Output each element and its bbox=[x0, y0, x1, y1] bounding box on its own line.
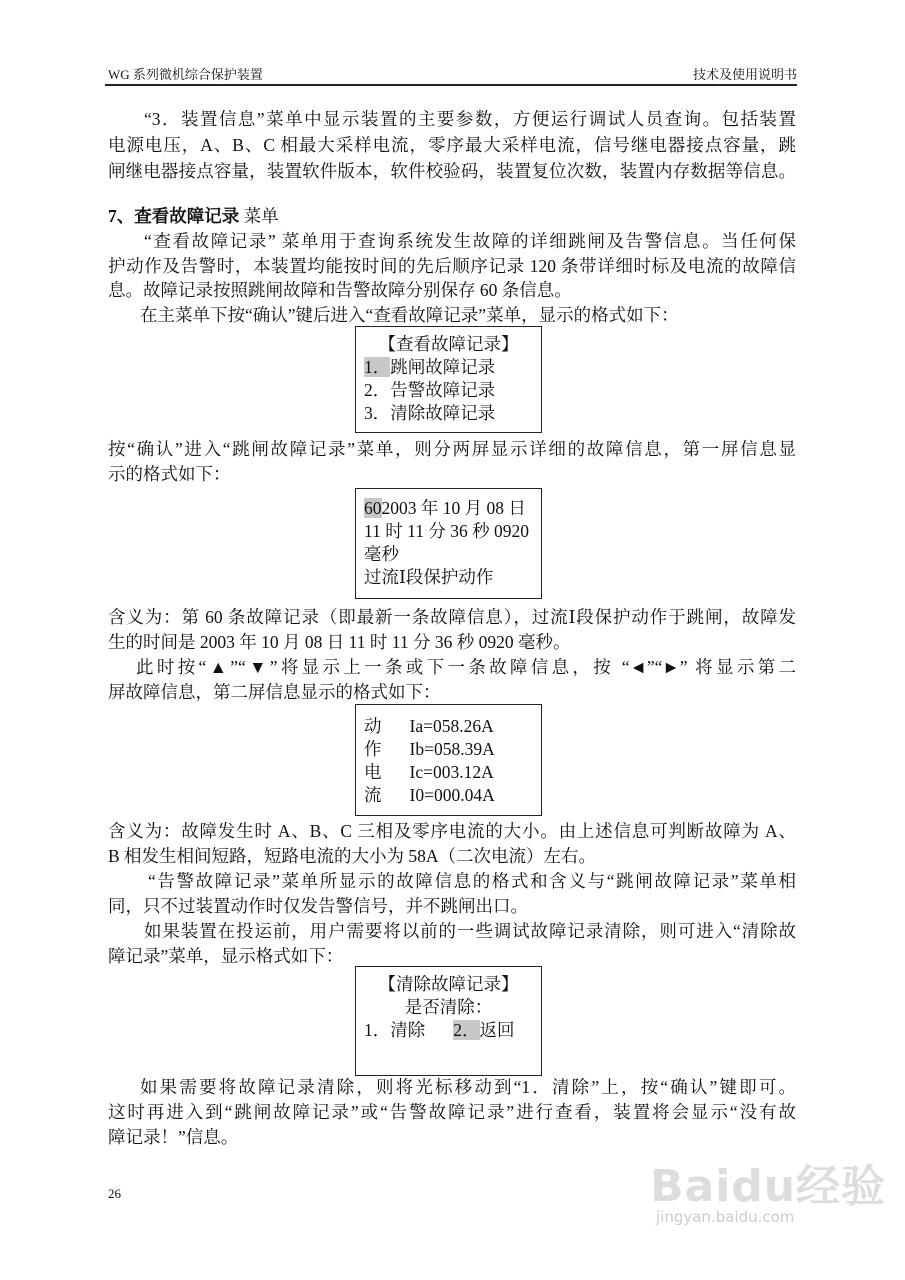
menu-item-clear bbox=[364, 402, 533, 425]
header-right: 技术及使用说明书 bbox=[692, 67, 797, 82]
text-line: 含义为：故障发生时 A、B、C 三相及零序电流的大小。由上述信息可判断故障为 A、 bbox=[108, 821, 796, 841]
record-time: 11 时 11 分 36 秒 0920 bbox=[364, 521, 529, 541]
text-line: 这时再进入到“跳闸故障记录”或“告警故障记录”进行查看，装置将会显示“没有故 bbox=[108, 1102, 796, 1122]
screen-box-fault-record-1 bbox=[355, 488, 542, 599]
current-row bbox=[364, 738, 533, 761]
menu-item-alarm bbox=[364, 379, 533, 402]
option-return: 返回 bbox=[479, 1020, 515, 1040]
text-line: 障记录”菜单，显示格式如下： bbox=[108, 946, 344, 966]
watermark-logo: Baidu经验 bbox=[650, 1161, 887, 1212]
cursor-highlight: 1． bbox=[364, 357, 391, 377]
options-row bbox=[364, 1019, 533, 1042]
text-line: 在主菜单下按“确认”键后进入“查看故障记录”菜单，显示的格式如下： bbox=[140, 305, 679, 325]
text-line: 护动作及告警时，本装置均能按时间的先后顺序记录 120 条带详细时标及电流的故障信 bbox=[108, 256, 796, 276]
menu-box-view-fault-records bbox=[355, 326, 542, 433]
record-action: 过流Ⅰ段保护动作 bbox=[364, 567, 494, 587]
menu-box-clear-fault-records bbox=[355, 966, 542, 1076]
section-heading-rest: 菜单 bbox=[239, 206, 279, 226]
text-line: 如果需要将故障记录清除，则将光标移动到“1．清除”上，按“确认”键即可。 bbox=[140, 1077, 796, 1097]
record-number: 60 bbox=[364, 498, 382, 518]
option-clear: 1．清除 bbox=[364, 1020, 426, 1040]
record-ms-unit: 毫秒 bbox=[364, 544, 399, 564]
box-title: 【查看故障记录】 bbox=[378, 334, 519, 354]
box-prompt: 是否清除： bbox=[404, 997, 493, 1017]
section-heading-bold: 7、查看故障记录 bbox=[108, 206, 240, 226]
row-label: 流 bbox=[364, 785, 382, 805]
row-label: 动 bbox=[364, 716, 382, 736]
text-line: B 相发生相间短路，短路电流的大小为 58A（二次电流）左右。 bbox=[108, 846, 597, 866]
text-line: 按“确认”进入“跳闸故障记录”菜单，则分两屏显示详细的故障信息，第一屏信息显 bbox=[108, 439, 796, 459]
menu-item-label: 清除故障记录 bbox=[390, 403, 496, 423]
menu-item-label: 告警故障记录 bbox=[390, 380, 496, 400]
text-line: 闸继电器接点容量，装置软件版本，软件校验码，装置复位次数，装置内存数据等信息。 bbox=[108, 161, 796, 181]
current-row bbox=[364, 761, 533, 784]
section-heading bbox=[108, 205, 796, 227]
screen-box-fault-currents bbox=[355, 704, 542, 816]
text-line: “查看故障记录” 菜单用于查询系统发生故障的详细跳闸及告警信息。当任何保 bbox=[144, 231, 796, 251]
row-value: Ia=058.26A bbox=[409, 716, 494, 736]
header-rule bbox=[105, 84, 797, 86]
page-number: 26 bbox=[108, 1186, 121, 1201]
row-value: Ic=003.12A bbox=[409, 762, 494, 782]
text-line: 障记录！”信息。 bbox=[108, 1127, 239, 1147]
row-value: Ib=058.39A bbox=[409, 739, 495, 759]
row-value: I0=000.04A bbox=[409, 785, 495, 805]
current-row bbox=[364, 784, 533, 807]
header-left: WG 系列微机综合保护装置 bbox=[108, 67, 263, 82]
menu-item-num: 3． bbox=[364, 403, 391, 423]
menu-item-label: 跳闸故障记录 bbox=[390, 357, 496, 377]
menu-item-num: 2． bbox=[364, 380, 391, 400]
menu-item-trip bbox=[364, 356, 533, 379]
box-title: 【清除故障记录】 bbox=[378, 974, 519, 994]
text-line: “3．装置信息”菜单中显示装置的主要参数，方便运行调试人员查询。包括装置 bbox=[144, 109, 796, 129]
row-label: 作 bbox=[364, 739, 382, 759]
watermark-url: jingyan.baidu.com bbox=[656, 1208, 795, 1226]
text-line: 如果装置在投运前，用户需要将以前的一些调试故障记录清除，则可进入“清除故 bbox=[144, 921, 796, 941]
record-date: 2003 年 10 月 08 日 bbox=[381, 498, 526, 518]
current-row bbox=[364, 715, 533, 738]
text-line: “告警故障记录”菜单所显示的故障信息的格式和含义与“跳闸故障记录”菜单相 bbox=[148, 871, 796, 891]
text-line: 电源电压，A、B、C 相最大采样电流，零序最大采样电流，信号继电器接点容量，跳 bbox=[108, 135, 796, 155]
text-line: 屏故障信息，第二屏信息显示的格式如下： bbox=[108, 682, 441, 702]
text-line: 含义为：第 60 条故障记录（即最新一条故障信息），过流Ⅰ段保护动作于跳闸，故障发 bbox=[108, 607, 796, 627]
baidu-watermark bbox=[650, 1150, 886, 1226]
text-line: 生的时间是 2003 年 10 月 08 日 11 时 11 分 36 秒 0920 毫秒。 bbox=[108, 632, 571, 652]
row-label: 电 bbox=[364, 762, 382, 782]
text-line: 息。故障记录按照跳闸故障和告警故障分别保存 60 条信息。 bbox=[108, 280, 572, 300]
record-line-1 bbox=[364, 497, 533, 520]
text-line: 示的格式如下： bbox=[108, 464, 231, 484]
text-line: 同，只不过装置动作时仅发告警信号，并不跳闸出口。 bbox=[108, 896, 528, 916]
cursor-highlight: 2． bbox=[453, 1020, 480, 1040]
text-line: 此时按“▲”“▼”将显示上一条或下一条故障信息，按 “◄”“►” 将显示第二 bbox=[136, 657, 796, 677]
